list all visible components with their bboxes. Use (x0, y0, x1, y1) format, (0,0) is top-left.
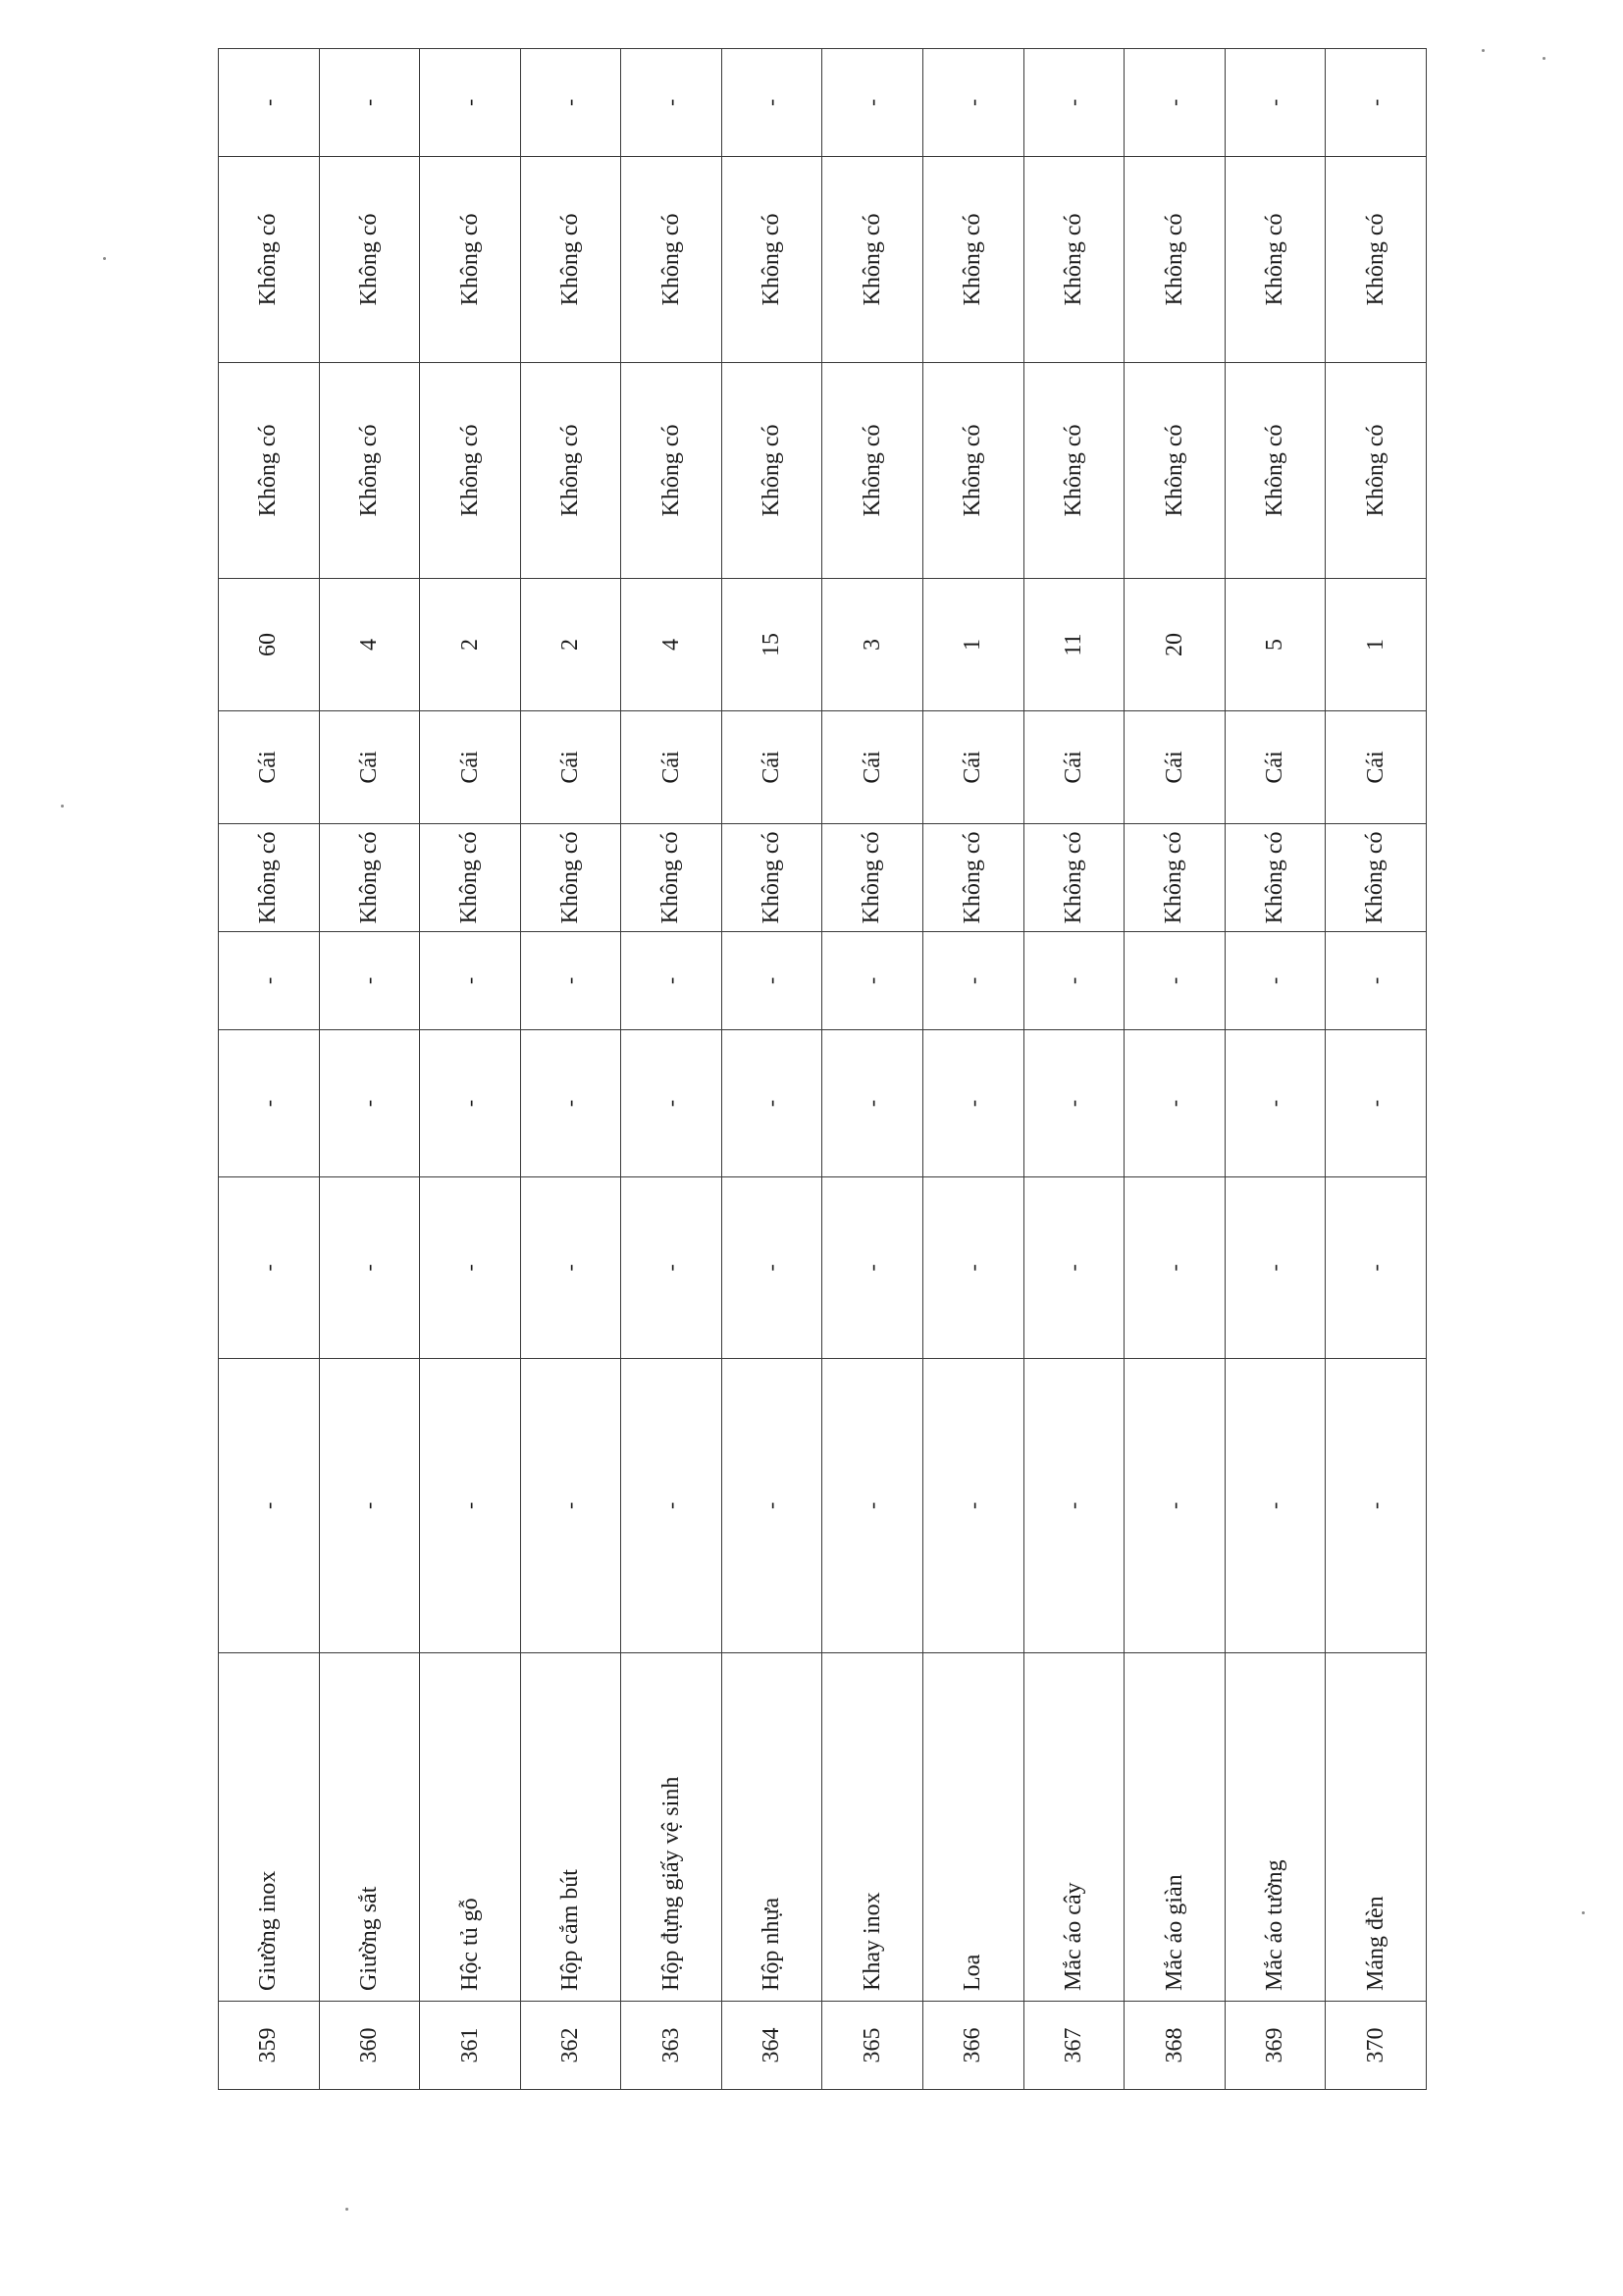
cell-c6: - (923, 932, 1024, 1030)
cell-c7: Không có (822, 824, 923, 932)
cell-c3: - (1023, 1359, 1125, 1653)
cell-c12: - (621, 49, 722, 157)
table-row (219, 49, 320, 2090)
cell-name: Mắc áo tường (1225, 1653, 1326, 2002)
cell-name: Hộp nhựa (721, 1653, 822, 2002)
cell-c11: Không có (621, 157, 722, 363)
inventory-table (218, 48, 1427, 2090)
cell-name: Giường inox (219, 1653, 320, 2002)
cell-c4: - (1023, 1177, 1125, 1359)
cell-unit: Cái (621, 711, 722, 824)
cell-c3: - (721, 1359, 822, 1653)
cell-c7: Không có (1023, 824, 1125, 932)
cell-c10: Không có (1225, 363, 1326, 579)
scan-speck (103, 257, 106, 260)
cell-unit: Cái (1125, 711, 1226, 824)
cell-c7: Không có (520, 824, 621, 932)
scan-speck (1582, 1911, 1585, 1914)
table-row (923, 49, 1024, 2090)
cell-c4: - (822, 1177, 923, 1359)
cell-c10: Không có (319, 363, 420, 579)
table-row (1326, 49, 1427, 2090)
cell-c5: - (219, 1030, 320, 1177)
table-row (1023, 49, 1125, 2090)
table-row (721, 49, 822, 2090)
cell-unit: Cái (721, 711, 822, 824)
cell-c5: - (1326, 1030, 1427, 1177)
table-row (520, 49, 621, 2090)
cell-c12: - (420, 49, 521, 157)
cell-stt: 359 (219, 2002, 320, 2090)
cell-name: Khay inox (822, 1653, 923, 2002)
cell-qty: 20 (1125, 579, 1226, 711)
cell-c5: - (822, 1030, 923, 1177)
cell-c10: Không có (721, 363, 822, 579)
cell-name: Hộp cắm bút (520, 1653, 621, 2002)
cell-c10: Không có (621, 363, 722, 579)
scan-speck (1482, 49, 1485, 52)
cell-c12: - (219, 49, 320, 157)
cell-c12: - (822, 49, 923, 157)
cell-c11: Không có (822, 157, 923, 363)
cell-name: Loa (923, 1653, 1024, 2002)
cell-qty: 2 (420, 579, 521, 711)
cell-c4: - (1225, 1177, 1326, 1359)
cell-stt: 361 (420, 2002, 521, 2090)
cell-c7: Không có (1326, 824, 1427, 932)
cell-c12: - (1326, 49, 1427, 157)
cell-c10: Không có (219, 363, 320, 579)
cell-c4: - (420, 1177, 521, 1359)
cell-c6: - (621, 932, 722, 1030)
scan-speck (345, 2208, 348, 2211)
cell-unit: Cái (1326, 711, 1427, 824)
cell-c5: - (721, 1030, 822, 1177)
cell-unit: Cái (1225, 711, 1326, 824)
cell-c11: Không có (1326, 157, 1427, 363)
cell-name: Giường sắt (319, 1653, 420, 2002)
cell-c12: - (1225, 49, 1326, 157)
cell-c12: - (1023, 49, 1125, 157)
cell-c10: Không có (923, 363, 1024, 579)
cell-c6: - (1023, 932, 1125, 1030)
cell-c6: - (1326, 932, 1427, 1030)
cell-stt: 367 (1023, 2002, 1125, 2090)
cell-c5: - (1225, 1030, 1326, 1177)
cell-c3: - (319, 1359, 420, 1653)
cell-unit: Cái (520, 711, 621, 824)
cell-c7: Không có (420, 824, 521, 932)
cell-c7: Không có (319, 824, 420, 932)
cell-qty: 5 (1225, 579, 1326, 711)
cell-qty: 11 (1023, 579, 1125, 711)
cell-unit: Cái (219, 711, 320, 824)
cell-name: Mắc áo giàn (1125, 1653, 1226, 2002)
cell-c3: - (1326, 1359, 1427, 1653)
cell-c6: - (1225, 932, 1326, 1030)
scan-speck (61, 805, 64, 808)
cell-c3: - (420, 1359, 521, 1653)
cell-c10: Không có (822, 363, 923, 579)
cell-c11: Không có (1125, 157, 1226, 363)
cell-name: Hộp đựng giấy vệ sinh (621, 1653, 722, 2002)
scan-speck (1543, 57, 1545, 60)
cell-c12: - (1125, 49, 1226, 157)
cell-qty: 1 (1326, 579, 1427, 711)
cell-c12: - (319, 49, 420, 157)
cell-c5: - (621, 1030, 722, 1177)
cell-c11: Không có (1023, 157, 1125, 363)
cell-stt: 360 (319, 2002, 420, 2090)
cell-c5: - (420, 1030, 521, 1177)
cell-c6: - (520, 932, 621, 1030)
cell-unit: Cái (319, 711, 420, 824)
cell-stt: 366 (923, 2002, 1024, 2090)
cell-qty: 1 (923, 579, 1024, 711)
cell-stt: 364 (721, 2002, 822, 2090)
cell-c10: Không có (520, 363, 621, 579)
cell-c4: - (721, 1177, 822, 1359)
cell-c6: - (219, 932, 320, 1030)
cell-c4: - (923, 1177, 1024, 1359)
cell-c11: Không có (1225, 157, 1326, 363)
cell-unit: Cái (420, 711, 521, 824)
cell-c5: - (1125, 1030, 1226, 1177)
cell-c4: - (520, 1177, 621, 1359)
cell-c7: Không có (721, 824, 822, 932)
cell-c11: Không có (219, 157, 320, 363)
cell-c4: - (1326, 1177, 1427, 1359)
cell-unit: Cái (923, 711, 1024, 824)
cell-c3: - (621, 1359, 722, 1653)
table-row (319, 49, 420, 2090)
cell-stt: 369 (1225, 2002, 1326, 2090)
cell-c6: - (721, 932, 822, 1030)
cell-c4: - (1125, 1177, 1226, 1359)
cell-c7: Không có (1225, 824, 1326, 932)
table-row (1125, 49, 1226, 2090)
cell-name: Mắc áo cây (1023, 1653, 1125, 2002)
cell-name: Hộc tủ gỗ (420, 1653, 521, 2002)
cell-c7: Không có (1125, 824, 1226, 932)
cell-qty: 4 (319, 579, 420, 711)
cell-unit: Cái (822, 711, 923, 824)
table-row (822, 49, 923, 2090)
cell-c7: Không có (219, 824, 320, 932)
cell-c7: Không có (621, 824, 722, 932)
cell-c10: Không có (1125, 363, 1226, 579)
cell-qty: 4 (621, 579, 722, 711)
cell-c12: - (520, 49, 621, 157)
cell-c12: - (923, 49, 1024, 157)
cell-c11: Không có (319, 157, 420, 363)
cell-c3: - (1225, 1359, 1326, 1653)
cell-qty: 2 (520, 579, 621, 711)
table-row (621, 49, 722, 2090)
cell-c5: - (923, 1030, 1024, 1177)
cell-qty: 60 (219, 579, 320, 711)
cell-c11: Không có (923, 157, 1024, 363)
cell-c6: - (1125, 932, 1226, 1030)
table-row (1225, 49, 1326, 2090)
cell-c4: - (319, 1177, 420, 1359)
cell-stt: 363 (621, 2002, 722, 2090)
cell-c4: - (219, 1177, 320, 1359)
cell-c3: - (923, 1359, 1024, 1653)
cell-stt: 370 (1326, 2002, 1427, 2090)
cell-c3: - (219, 1359, 320, 1653)
cell-c5: - (1023, 1030, 1125, 1177)
cell-c3: - (520, 1359, 621, 1653)
cell-c10: Không có (420, 363, 521, 579)
inventory-table-rotated (218, 49, 1427, 2090)
cell-unit: Cái (1023, 711, 1125, 824)
cell-c5: - (319, 1030, 420, 1177)
cell-stt: 368 (1125, 2002, 1226, 2090)
cell-c12: - (721, 49, 822, 157)
cell-c6: - (822, 932, 923, 1030)
table-body (219, 49, 1427, 2090)
cell-c11: Không có (420, 157, 521, 363)
cell-c6: - (420, 932, 521, 1030)
cell-qty: 3 (822, 579, 923, 711)
cell-c10: Không có (1023, 363, 1125, 579)
cell-c4: - (621, 1177, 722, 1359)
cell-c7: Không có (923, 824, 1024, 932)
cell-stt: 362 (520, 2002, 621, 2090)
cell-c11: Không có (520, 157, 621, 363)
cell-qty: 15 (721, 579, 822, 711)
cell-c5: - (520, 1030, 621, 1177)
cell-c3: - (1125, 1359, 1226, 1653)
cell-name: Máng đèn (1326, 1653, 1427, 2002)
table-row (420, 49, 521, 2090)
cell-c11: Không có (721, 157, 822, 363)
cell-c10: Không có (1326, 363, 1427, 579)
cell-c6: - (319, 932, 420, 1030)
cell-stt: 365 (822, 2002, 923, 2090)
cell-c3: - (822, 1359, 923, 1653)
